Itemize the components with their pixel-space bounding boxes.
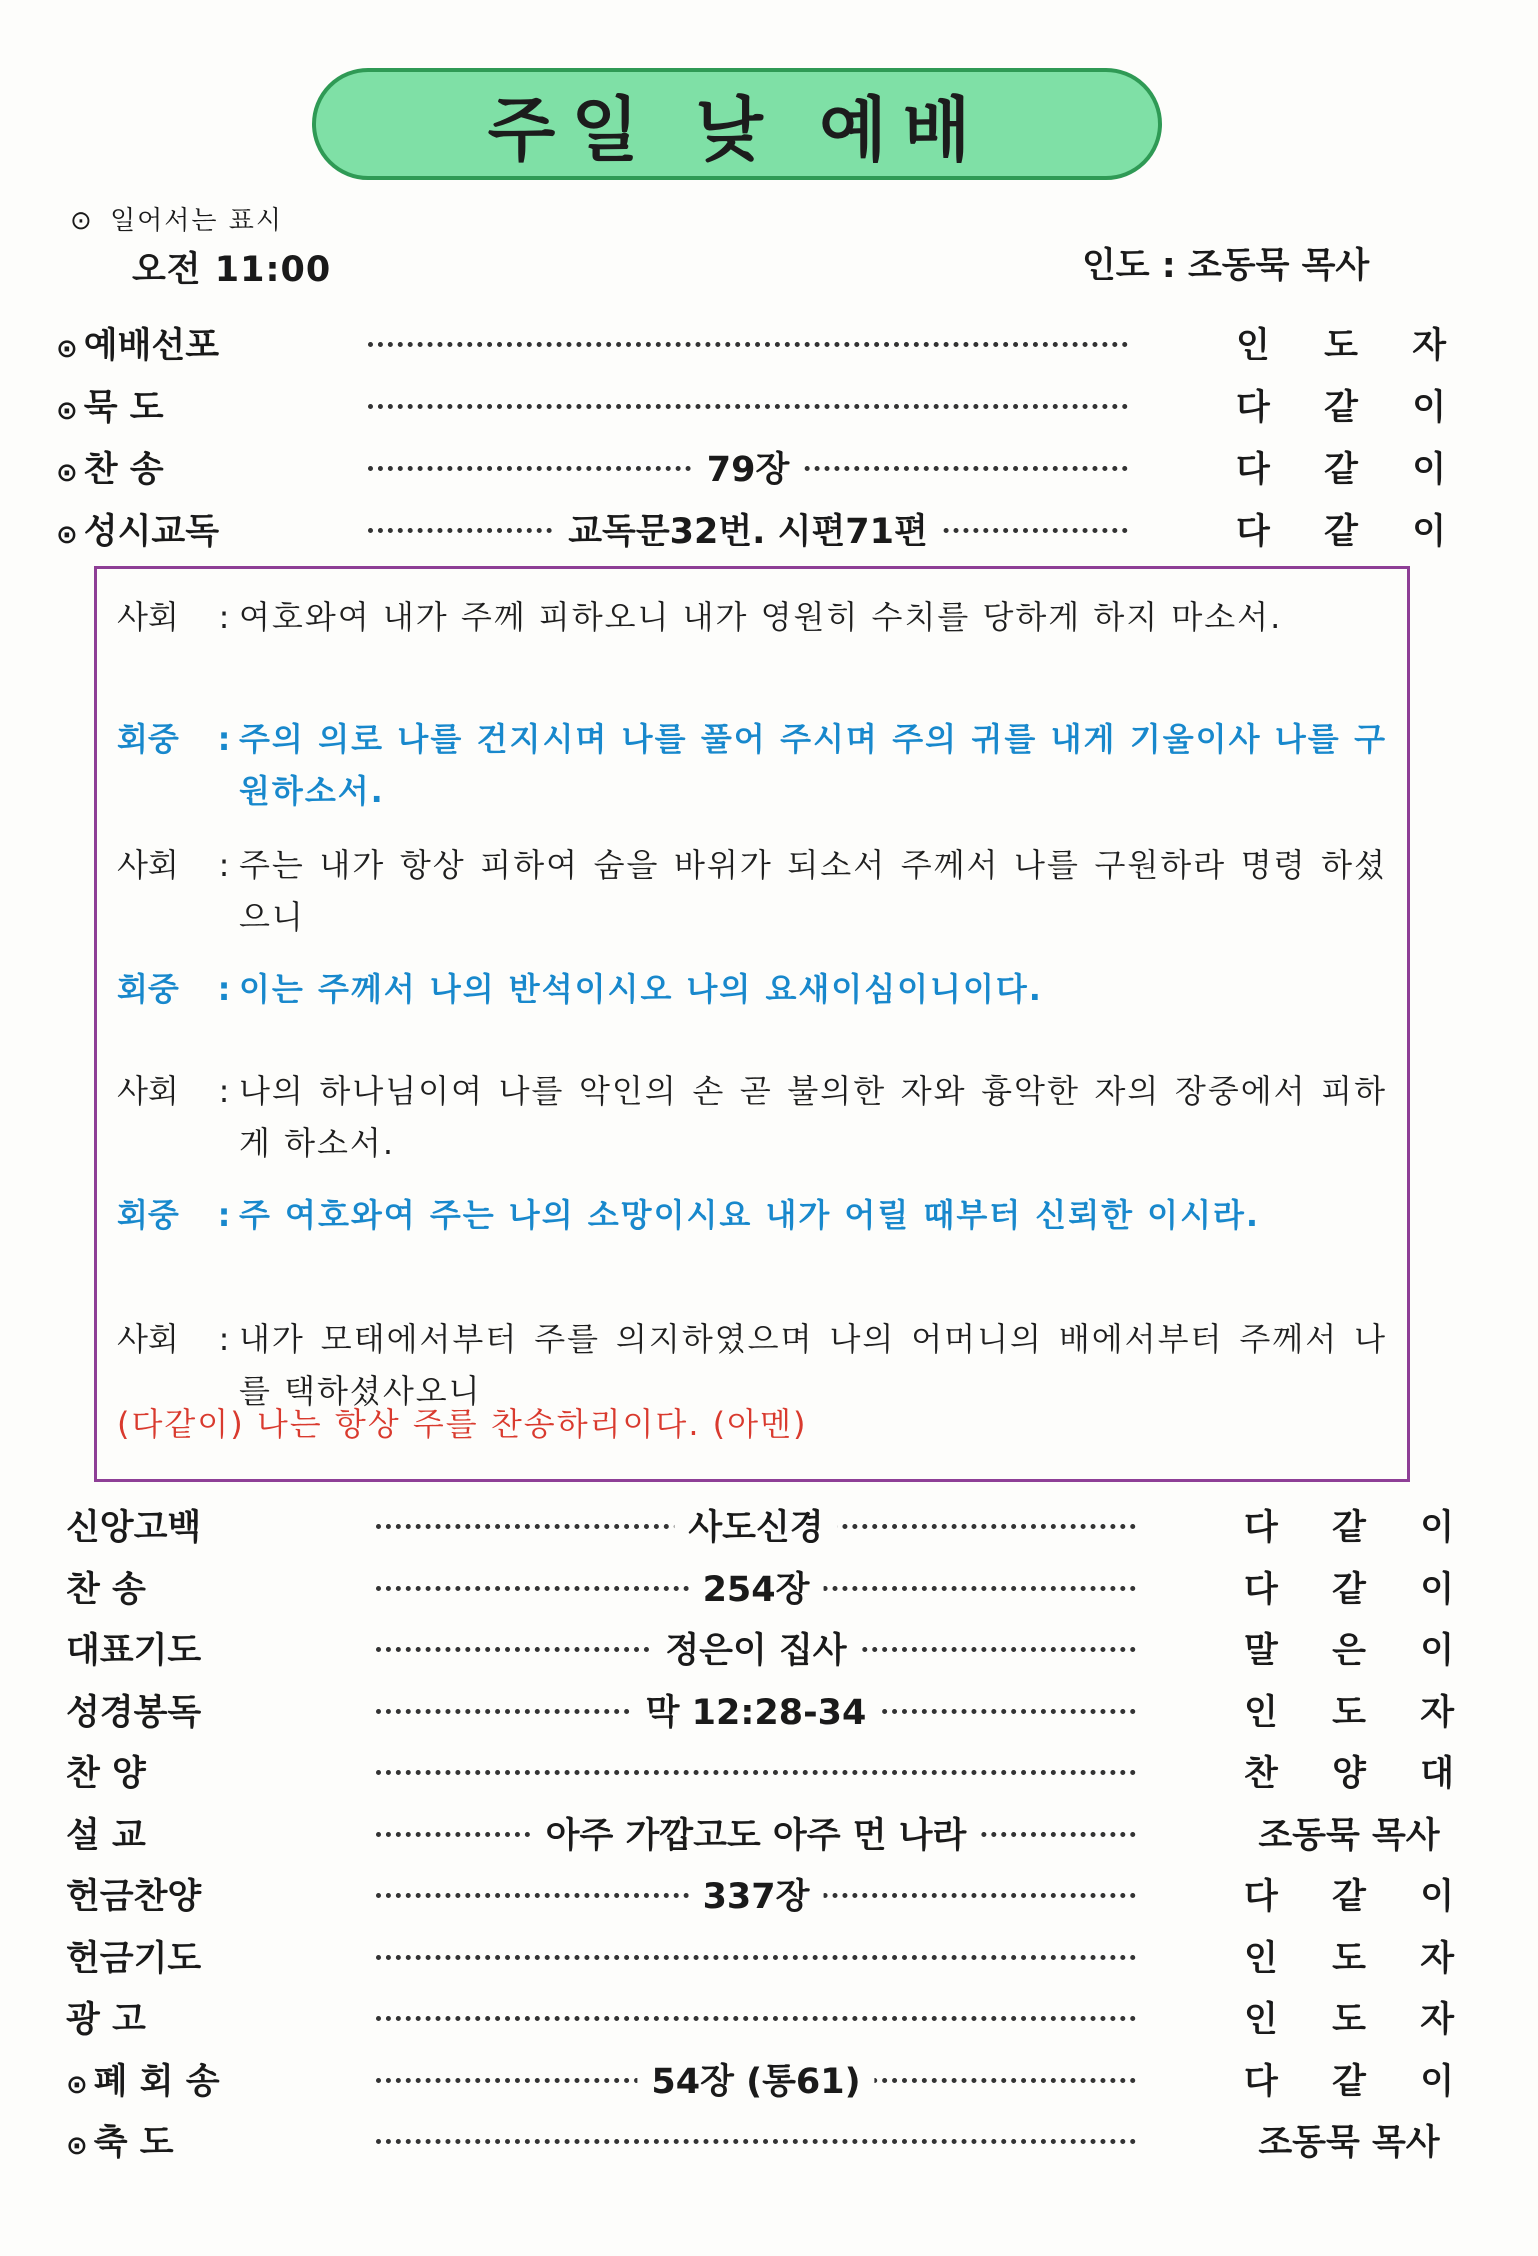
order-responsible: 조동묵 목사 bbox=[1258, 2123, 1440, 2163]
congregation-line bbox=[117, 1189, 1387, 1241]
order-row bbox=[66, 1869, 1464, 1925]
stand-mark-icon: ⊙ bbox=[56, 458, 78, 488]
order-label bbox=[66, 1869, 366, 1919]
responsive-reading-box bbox=[94, 566, 1410, 1482]
order-label bbox=[66, 1931, 366, 1981]
order-row bbox=[56, 318, 1456, 374]
order-label bbox=[56, 504, 356, 554]
service-leader: 인도 : 조동묵 목사 bbox=[1082, 246, 1370, 286]
order-label-text: 찬 양 bbox=[66, 1754, 146, 1794]
order-label bbox=[66, 1685, 366, 1735]
stand-mark-icon: ⊙ bbox=[56, 520, 78, 550]
order-label bbox=[66, 1623, 366, 1673]
dotted-leader bbox=[376, 2139, 1136, 2144]
order-label bbox=[66, 1562, 366, 1612]
order-responsible-char: 이 bbox=[1420, 1508, 1454, 1548]
order-responsible bbox=[1244, 1623, 1454, 1673]
stand-mark-icon: ⊙ bbox=[56, 396, 78, 426]
order-responsible-char: 도 bbox=[1332, 2000, 1366, 2040]
order-row bbox=[66, 1562, 1464, 1618]
order-label-text: 헌금기도 bbox=[66, 1939, 202, 1979]
order-responsible bbox=[1244, 1869, 1454, 1919]
order-responsible bbox=[1244, 1746, 1454, 1796]
order-responsible bbox=[1244, 1500, 1454, 1550]
order-responsible-char: 도 bbox=[1332, 1939, 1366, 1979]
stand-mark-icon: ⊙ bbox=[56, 334, 78, 364]
speaker: 사회 bbox=[117, 846, 179, 884]
order-responsible-char: 다 bbox=[1244, 1508, 1278, 1548]
order-responsible bbox=[1236, 442, 1446, 492]
order-responsible-char: 같 bbox=[1324, 450, 1358, 490]
order-responsible-char: 다 bbox=[1244, 1570, 1278, 1610]
order-label-text: 신앙고백 bbox=[66, 1508, 202, 1548]
speaker-colon: : bbox=[217, 720, 231, 758]
order-label bbox=[56, 442, 356, 492]
order-responsible bbox=[1244, 1685, 1454, 1735]
order-label-text: 묵 도 bbox=[83, 388, 164, 428]
order-label bbox=[66, 2054, 366, 2104]
order-responsible-char: 이 bbox=[1412, 388, 1446, 428]
order-responsible-char: 은 bbox=[1332, 1631, 1366, 1671]
speaker: 사회 bbox=[117, 1072, 179, 1110]
order-content: 54장 (통61) bbox=[637, 2054, 874, 2104]
order-row bbox=[66, 1992, 1464, 2048]
order-responsible-char: 이 bbox=[1420, 2062, 1454, 2102]
order-content: 정은이 집사 bbox=[651, 1623, 860, 1673]
order-responsible-char: 다 bbox=[1236, 388, 1270, 428]
speaker-colon: : bbox=[218, 1320, 230, 1358]
stand-mark-icon: ⊙ bbox=[66, 2131, 88, 2161]
order-responsible bbox=[1244, 2054, 1454, 2104]
order-responsible-char: 인 bbox=[1244, 2000, 1278, 2040]
order-content: 사도신경 bbox=[674, 1500, 837, 1550]
order-row bbox=[66, 1931, 1464, 1987]
order-responsible-char: 같 bbox=[1332, 1508, 1366, 1548]
leader-line bbox=[117, 839, 1387, 943]
order-responsible-char: 자 bbox=[1412, 326, 1446, 366]
order-responsible-char: 같 bbox=[1324, 388, 1358, 428]
reading-text: 주의 의로 나를 건지시며 나를 풀어 주시며 주의 귀를 내게 기울이사 나를 구원하소서. bbox=[239, 720, 1387, 810]
order-responsible-char: 이 bbox=[1412, 512, 1446, 552]
dotted-leader bbox=[368, 342, 1128, 347]
order-label-text: 대표기도 bbox=[66, 1631, 202, 1671]
order-responsible-char: 찬 bbox=[1244, 1754, 1278, 1794]
order-responsible-char: 도 bbox=[1324, 326, 1358, 366]
order-responsible-char: 다 bbox=[1244, 2062, 1278, 2102]
speaker: 사회 bbox=[117, 598, 179, 636]
order-label bbox=[66, 1746, 366, 1796]
order-responsible bbox=[1236, 318, 1446, 368]
order-responsible-char: 같 bbox=[1332, 1570, 1366, 1610]
stand-mark-icon: ⊙ bbox=[70, 206, 94, 236]
order-content: 아주 가깝고도 아주 먼 나라 bbox=[532, 1808, 981, 1858]
order-row bbox=[66, 1746, 1464, 1802]
speaker: 사회 bbox=[117, 1320, 179, 1358]
order-responsible bbox=[1236, 380, 1446, 430]
order-responsible-char: 양 bbox=[1332, 1754, 1366, 1794]
order-label-text: 광 고 bbox=[66, 2000, 146, 2040]
order-content: 막 12:28-34 bbox=[632, 1685, 881, 1735]
page-title: 주일 낮 예배 bbox=[487, 88, 987, 171]
order-label-text: 예배선포 bbox=[83, 326, 220, 366]
order-responsible-char: 같 bbox=[1324, 512, 1358, 552]
order-responsible bbox=[1236, 504, 1446, 554]
dotted-leader bbox=[368, 404, 1128, 409]
order-label bbox=[56, 318, 356, 368]
order-row bbox=[66, 1623, 1464, 1679]
order-label-text: 설 교 bbox=[66, 1816, 146, 1856]
congregation-line bbox=[117, 713, 1387, 817]
order-content: 254장 bbox=[689, 1562, 824, 1612]
speaker-colon: : bbox=[218, 598, 230, 636]
dotted-leader bbox=[376, 1955, 1136, 1960]
reading-text: 주는 내가 항상 피하여 숨을 바위가 되소서 주께서 나를 구원하라 명령 하셨으니 bbox=[239, 846, 1387, 936]
order-label bbox=[66, 2115, 366, 2165]
order-label-text: 찬 송 bbox=[66, 1570, 146, 1610]
order-label-text: 축 도 bbox=[93, 2123, 174, 2163]
order-responsible-char: 같 bbox=[1332, 2062, 1366, 2102]
order-row bbox=[66, 2115, 1464, 2171]
order-responsible-char: 대 bbox=[1420, 1754, 1454, 1794]
order-responsible bbox=[1244, 1931, 1454, 1981]
reading-text: 주 여호와여 주는 나의 소망이시요 내가 어릴 때부터 신뢰한 이시라. bbox=[239, 1196, 1261, 1234]
order-responsible-char: 이 bbox=[1420, 1877, 1454, 1917]
order-content: 교독문32번. 시편71편 bbox=[554, 504, 942, 554]
order-row bbox=[56, 380, 1456, 436]
order-responsible-char: 이 bbox=[1420, 1631, 1454, 1671]
order-label bbox=[66, 1500, 366, 1550]
order-responsible bbox=[1244, 1992, 1454, 2042]
order-label-text: 찬 송 bbox=[83, 450, 164, 490]
order-responsible bbox=[1244, 1562, 1454, 1612]
speaker-colon: : bbox=[217, 970, 231, 1008]
order-responsible-char: 말 bbox=[1244, 1631, 1278, 1671]
order-responsible-char: 다 bbox=[1236, 512, 1270, 552]
order-row bbox=[56, 442, 1456, 498]
order-label-text: 성시교독 bbox=[83, 512, 220, 552]
reading-text: 여호와여 내가 주께 피하오니 내가 영원히 수치를 당하게 하지 마소서. bbox=[239, 598, 1283, 636]
reading-text: 이는 주께서 나의 반석이시오 나의 요새이심이니이다. bbox=[239, 970, 1043, 1008]
order-responsible-char: 이 bbox=[1412, 450, 1446, 490]
stand-legend bbox=[70, 200, 283, 237]
responsive-final: (다같이) 나는 항상 주를 찬송하리이다. (아멘) bbox=[117, 1405, 808, 1443]
dotted-leader bbox=[376, 1770, 1136, 1775]
order-label-text: 성경봉독 bbox=[66, 1693, 202, 1733]
order-label-text: 헌금찬양 bbox=[66, 1877, 202, 1917]
order-responsible-char: 자 bbox=[1420, 1939, 1454, 1979]
stand-legend-text: 일어서는 표시 bbox=[110, 206, 284, 236]
stand-mark-icon: ⊙ bbox=[66, 2070, 88, 2100]
order-row bbox=[66, 1808, 1464, 1864]
order-row bbox=[56, 504, 1456, 560]
speaker-colon: : bbox=[217, 1196, 231, 1234]
order-responsible-char: 다 bbox=[1236, 450, 1270, 490]
order-row bbox=[66, 2054, 1464, 2110]
order-responsible-char: 같 bbox=[1332, 1877, 1366, 1917]
order-responsible: 조동묵 목사 bbox=[1258, 1816, 1440, 1856]
reading-text: 내가 모태에서부터 주를 의지하였으며 나의 어머니의 배에서부터 주께서 나를 택하셨사오니 bbox=[239, 1320, 1387, 1410]
reading-text: 나의 하나님이여 나를 악인의 손 곧 불의한 자와 흉악한 자의 장중에서 피하게 하소서. bbox=[239, 1072, 1387, 1162]
order-responsible-char: 인 bbox=[1244, 1939, 1278, 1979]
service-time: 오전 11:00 bbox=[132, 250, 332, 290]
leader-line bbox=[117, 1065, 1387, 1169]
leader-line bbox=[117, 591, 1387, 643]
title-banner bbox=[312, 68, 1162, 180]
order-label bbox=[66, 1808, 366, 1858]
order-responsible-char: 이 bbox=[1420, 1570, 1454, 1610]
order-label bbox=[66, 1992, 366, 2042]
order-responsible-char: 인 bbox=[1236, 326, 1270, 366]
speaker-colon: : bbox=[218, 846, 230, 884]
order-row bbox=[66, 1500, 1464, 1556]
dotted-leader bbox=[376, 2016, 1136, 2021]
speaker: 회중 bbox=[117, 720, 179, 758]
order-responsible-char: 도 bbox=[1332, 1693, 1366, 1733]
order-responsible-char: 자 bbox=[1420, 2000, 1454, 2040]
order-responsible-char: 다 bbox=[1244, 1877, 1278, 1917]
order-label bbox=[56, 380, 356, 430]
order-row bbox=[66, 1685, 1464, 1741]
order-content: 337장 bbox=[689, 1869, 824, 1919]
congregation-line bbox=[117, 963, 1387, 1015]
order-label-text: 폐 회 송 bbox=[93, 2062, 220, 2102]
speaker-colon: : bbox=[218, 1072, 230, 1110]
speaker: 회중 bbox=[117, 970, 179, 1008]
order-content: 79장 bbox=[693, 442, 804, 492]
speaker: 회중 bbox=[117, 1196, 179, 1234]
order-responsible-char: 자 bbox=[1420, 1693, 1454, 1733]
order-responsible-char: 인 bbox=[1244, 1693, 1278, 1733]
